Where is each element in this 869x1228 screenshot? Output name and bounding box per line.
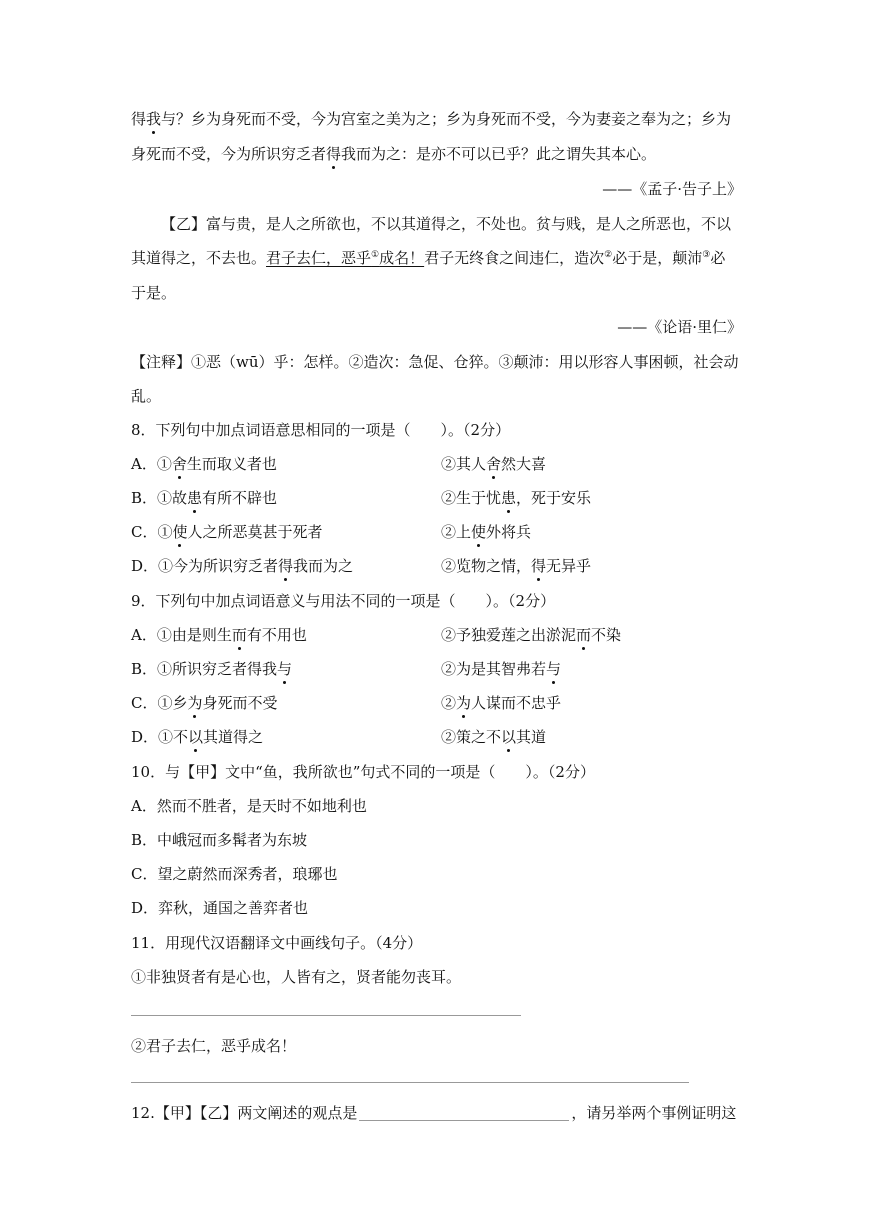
yi-line-1: 【乙】富与贵，是人之所欲也，不以其道得之，不处也。贫与贱，是人之所恶也，不以 [161,215,732,233]
dotted-char: 得 [531,557,547,575]
text-span: 我而为之 [293,557,354,575]
q8-option-c-2 [441,525,531,540]
jia-line-1: 得我与？乡为身死而不受，今为宫室之美为之；乡为身死而不受，今为妻妾之奉为之；乡为 [131,110,732,128]
q11-sentence-2: ②君子去仁，恶乎成名！ [131,1037,297,1055]
q8-option-b-2 [441,491,591,506]
notes-line-2: 乱。 [131,387,162,405]
text-span: C．① [131,523,173,541]
text-span: 身死而不受 [202,694,278,712]
text-span: C．①乡 [131,694,188,712]
q11-sentence-1: ①非独贤者有是心也，人皆有之，贤者能勿丧耳。 [131,968,462,986]
dotted-char: 得我与 [131,110,177,128]
q8-option-c-1 [131,525,323,540]
text-span: 有不用也 [246,626,307,644]
dotted-char: 与 [546,660,562,678]
text-span: ②其人 [441,455,487,473]
q10-stem: 10．与【甲】文中“鱼，我所欲也”句式不同的一项是（ ）。（2分） [131,763,595,781]
jia-line-2: 身死而不受，今为所识穷乏者得我而为之：是亦不可以已乎？此之谓失其本心。 [131,145,657,163]
dotted-char: 得 [326,145,342,163]
text-span: D．①不 [131,728,189,746]
dotted-char: 为 [456,694,472,712]
dotted-char: 与 [277,660,293,678]
dotted-char: 而 [231,626,247,644]
text-span: ②予独爱莲之出淤泥 [441,626,577,644]
text-span: A．① [131,455,172,473]
yi-source: ——《论语·里仁》 [617,318,742,336]
underlined-sentence: 君子去仁，恶乎①成名！ [266,249,425,267]
q9-option-c-1 [131,696,278,711]
text-span: 无异乎 [546,557,592,575]
text-span: ② [441,694,457,712]
text-span: 12.【甲】【乙】两文阐述的观点是 [131,1104,358,1122]
text-span: ，死于安乐 [516,489,592,507]
text-span: 不染 [591,626,622,644]
q10-option-d: D．弈秋，通国之善弈者也 [131,899,309,917]
text-span: 然大喜 [501,455,547,473]
q10-option-b: B．中峨冠而多髯者为东坡 [131,831,308,849]
q10-option-a: A．然而不胜者，是天时不如地利也 [131,797,367,815]
dotted-char: 患 [187,489,203,507]
text-span: 其道 [516,728,547,746]
text-span: ②上 [441,523,472,541]
q8-stem: 8．下列句中加点词语意思相同的一项是（ ）。（2分） [131,421,511,439]
q11-stem: 11．用现代汉语翻译文中画线句子。（4分） [131,934,423,952]
q9-option-b-1 [131,662,292,677]
answer-line-2[interactable] [131,1082,689,1083]
yi-line-3: 于是。 [131,284,177,302]
text-span: 有所不辟也 [202,489,278,507]
q9-option-a-1 [131,628,307,643]
text-span: 其道得之 [203,728,264,746]
dotted-char: 而 [576,626,592,644]
dotted-char: 得 [278,557,294,575]
q8-option-a-1 [131,457,277,472]
dotted-char: 以 [188,728,204,746]
text-span: 人谋而不忠乎 [471,694,562,712]
notes-line-1: 【注释】①恶（wū）乎：怎样。②造次：急促、仓猝。③颠沛：用以形容人事困顿，社会动 [131,353,739,371]
text-span: 生而取义者也 [186,455,277,473]
text-span: ②生于忧 [441,489,502,507]
dotted-char: 以 [501,728,517,746]
dotted-char: 舍 [486,455,502,473]
dotted-char: 舍 [171,455,187,473]
q9-option-c-2 [441,696,561,711]
answer-blank[interactable] [359,1106,569,1121]
text-span: ，请另举两个事例证明这 [571,1104,737,1122]
text-span: 人之所恶莫甚于死者 [187,523,323,541]
text-span: ②览物之情， [441,557,532,575]
q10-option-c: C．望之蔚然而深秀者，琅琊也 [131,865,338,883]
q8-option-a-2 [441,457,546,472]
text-span: ②为是其智弗若 [441,660,547,678]
q9-option-d-1 [131,730,263,745]
dotted-char: 患 [501,489,517,507]
dotted-char: 使 [471,523,487,541]
q9-option-a-2 [441,628,621,643]
dotted-char: 使 [172,523,188,541]
q9-stem: 9．下列句中加点词语意义与用法不同的一项是（ ）。（2分） [131,592,556,610]
dotted-char: 为 [187,694,203,712]
text-span: B．①所识穷乏者得我 [131,660,278,678]
text-span: A．①由是则生 [131,626,232,644]
q8-option-b-1 [131,491,277,506]
text-span: D．①今为所识穷乏者 [131,557,279,575]
answer-line-1[interactable] [131,1015,521,1016]
q9-option-b-2 [441,662,561,677]
jia-source: ——《孟子·告子上》 [602,180,742,198]
yi-line-2: 其道得之，不去也。君子去仁，恶乎①成名！君子无终食之间违仁，造次②必于是，颠沛③必 [131,249,726,267]
text-span: ②策之不 [441,728,502,746]
text-span: 外将兵 [486,523,532,541]
q8-option-d-2 [441,559,591,574]
text-span: B．①故 [131,489,188,507]
q9-option-d-2 [441,730,546,745]
q8-option-d-1 [131,559,353,574]
q12-stem [131,1106,736,1121]
